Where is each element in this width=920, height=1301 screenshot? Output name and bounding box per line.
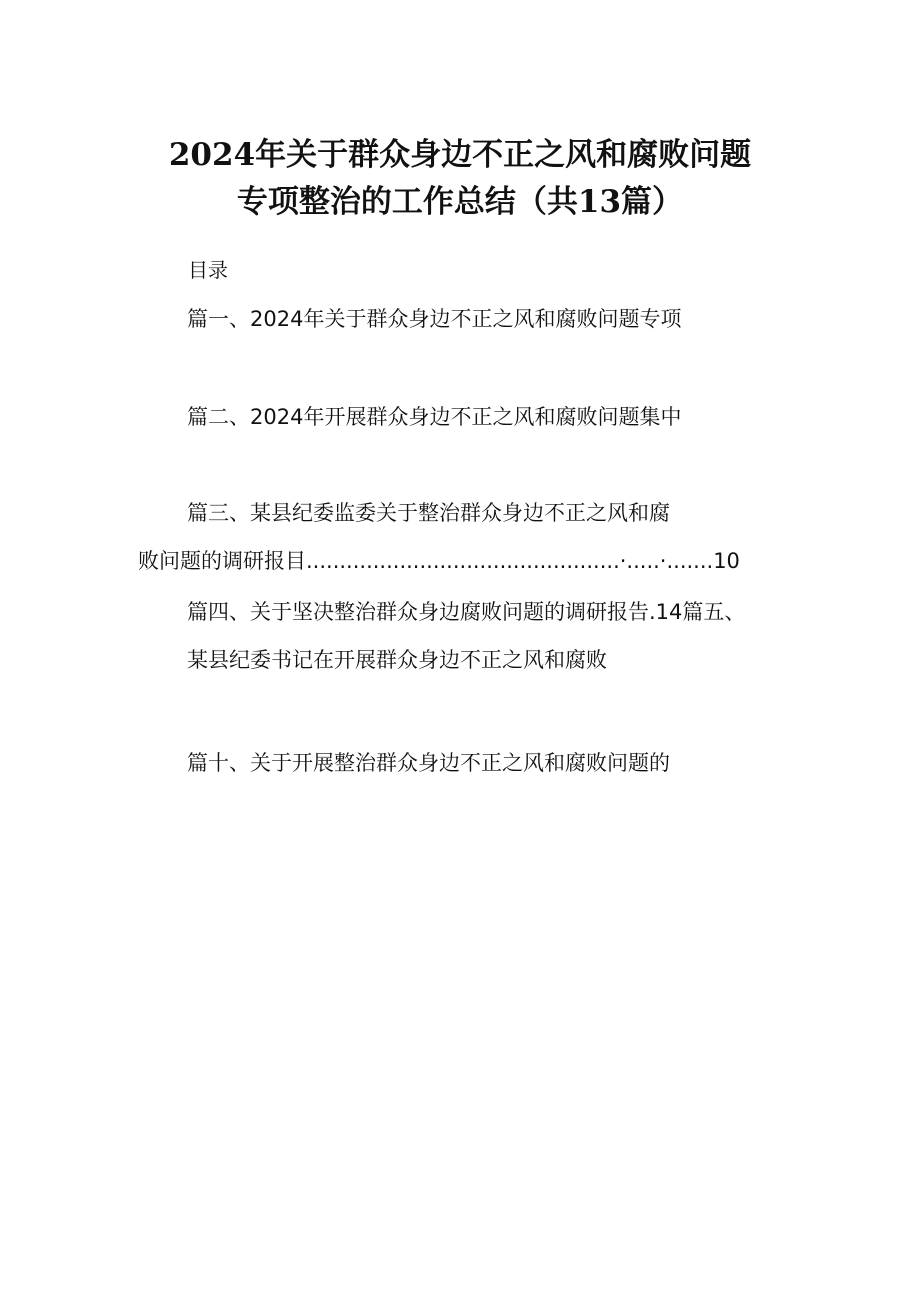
toc-entry-2: 篇二、2024年开展群众身边不正之风和腐败问题集中 bbox=[187, 405, 682, 429]
toc-entry-10: 篇十、关于开展整治群众身边不正之风和腐败问题的 bbox=[187, 751, 670, 775]
toc-entry-3: 篇三、某县纪委监委关于整治群众身边不正之风和腐 bbox=[187, 501, 670, 525]
document-title-line-2: 专项整治的工作总结（共13篇） bbox=[236, 184, 684, 220]
toc-entry-5-continued: 某县纪委书记在开展群众身边不正之风和腐败 bbox=[187, 648, 607, 672]
toc-heading: 目录 bbox=[188, 258, 228, 282]
toc-entry-4: 篇四、关于坚决整治群众身边腐败问题的调研报告.14篇五、 bbox=[187, 600, 746, 624]
toc-entry-1: 篇一、2024年关于群众身边不正之风和腐败问题专项 bbox=[187, 307, 682, 331]
document-title-line-1: 2024年关于群众身边不正之风和腐败问题 bbox=[168, 137, 752, 173]
toc-entry-3-continued: 败问题的调研报目...............................................·.....·.......10 bbox=[138, 549, 740, 573]
